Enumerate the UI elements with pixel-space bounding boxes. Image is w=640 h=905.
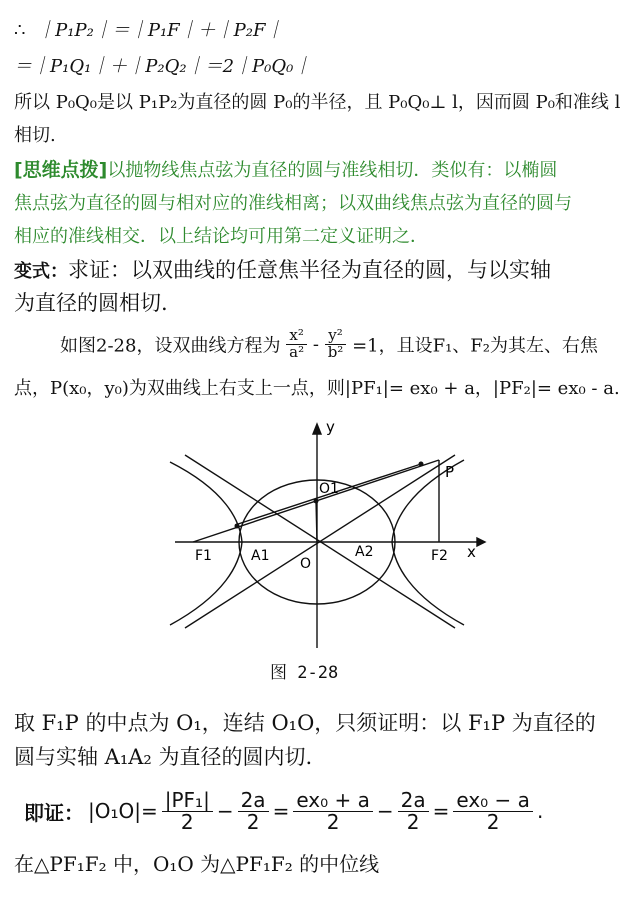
minus-op: − (376, 799, 394, 823)
label-y: y (326, 420, 335, 436)
setup-line-1 (60, 328, 598, 361)
setup-text-rest: =1，且设F₁、F₂为其左、右焦 (352, 335, 599, 357)
frac-num: |PF₁| (162, 790, 213, 812)
fraction-ex0-plus-a (293, 787, 373, 834)
frac-den: 2 (246, 809, 260, 834)
label-O: O (300, 556, 312, 572)
frac-den: b² (327, 342, 344, 361)
equals-op: = (432, 799, 450, 823)
proof-lhs: |O₁O|= (88, 799, 158, 823)
label-A1: A1 (251, 548, 270, 564)
segment-O1O (316, 501, 317, 542)
frac-num: 2a (238, 790, 269, 812)
frac-den: 2 (180, 809, 194, 834)
point-P-mark (419, 462, 424, 467)
variant-label: 变式： (14, 261, 68, 282)
frac-num: 2a (398, 790, 429, 812)
point-tangent (235, 524, 240, 529)
setup-text: 如图2-28，设双曲线方程为 (60, 335, 281, 357)
equation-line-2: ＝｜P₁Q₁｜＋｜P₂Q₂｜＝2｜P₀Q₀｜ (14, 56, 312, 77)
frac-num: ex₀ + a (293, 790, 373, 812)
fraction-y2-b2 (325, 328, 347, 361)
fraction-PF1 (162, 787, 213, 834)
figure-caption: 图 2-28 (270, 663, 339, 683)
tip-line-3: 相应的准线相交．以上结论均可用第二定义证明之． (14, 226, 428, 247)
proof-line (24, 776, 543, 846)
y-axis-arrow-icon (313, 424, 321, 434)
equation-text: ｜P₁P₂｜＝｜P₁F｜＋｜P₂F｜ (37, 20, 284, 41)
fraction-x2-a2 (286, 328, 307, 361)
equals-op: = (272, 799, 290, 823)
label-F2: F2 (431, 548, 448, 564)
hyperbola-figure (165, 420, 495, 650)
point-O1 (314, 499, 319, 504)
equation-line-1 (14, 16, 283, 42)
last-line: 在△PF₁F₂ 中，O₁O 为△PF₁F₂ 的中位线 (14, 852, 380, 876)
hyperbola-left-branch (170, 462, 242, 625)
tip-line-1 (14, 155, 557, 182)
frac-den: 2 (486, 809, 500, 834)
setup-line-2: 点，P(x₀，y₀)为双曲线上右支上一点，则|PF₁|= ex₀ + a，|PF₂|= ex₀ - a. (14, 378, 620, 399)
label-x: x (467, 543, 476, 561)
frac-den: 2 (406, 809, 420, 834)
variant-text-1: 求证：以双曲线的任意焦半径为直径的圆，与以实轴 (68, 258, 551, 282)
paragraph-line-3: 所以 P₀Q₀是以 P₁P₂为直径的圆 P₀的半径，且 P₀Q₀⊥ l，因而圆 P₀和准线 l (14, 92, 621, 113)
tip-text-1: 以抛物线焦点弦为直径的圆与准线相切．类似有：以椭圆 (107, 160, 558, 181)
frac-num: ex₀ − a (453, 790, 533, 812)
proof-label: 即证： (24, 800, 84, 825)
label-O1: O1 (319, 481, 339, 497)
frac-den: a² (289, 342, 305, 361)
variant-line-1 (14, 254, 551, 284)
label-P: P (445, 463, 455, 481)
minus-sign: - (312, 333, 319, 355)
paragraph-line-4: 相切. (14, 125, 56, 146)
label-A2: A2 (355, 544, 374, 560)
fraction-ex0-minus-a (453, 787, 533, 834)
minus-op: − (216, 799, 234, 823)
fraction-2a (238, 787, 269, 834)
therefore-symbol: ∴ (14, 20, 26, 41)
take-line-2: 圆与实轴 A₁A₂ 为直径的圆内切. (14, 745, 313, 769)
tip-label: [思维点拨] (14, 159, 108, 181)
variant-line-2: 为直径的圆相切. (14, 291, 168, 315)
frac-num: x² (286, 328, 307, 345)
frac-den: 2 (326, 809, 340, 834)
tip-line-2: 焦点弦为直径的圆与相对应的准线相离；以双曲线焦点弦为直径的圆与 (14, 193, 572, 214)
proof-end: . (536, 799, 544, 823)
fraction-2a (398, 787, 429, 834)
label-F1: F1 (195, 548, 212, 564)
x-axis-arrow-icon (477, 538, 485, 546)
take-line-1: 取 F₁P 的中点为 O₁，连结 O₁O，只须证明：以 F₁P 为直径的 (14, 711, 596, 735)
frac-num: y² (325, 328, 347, 345)
